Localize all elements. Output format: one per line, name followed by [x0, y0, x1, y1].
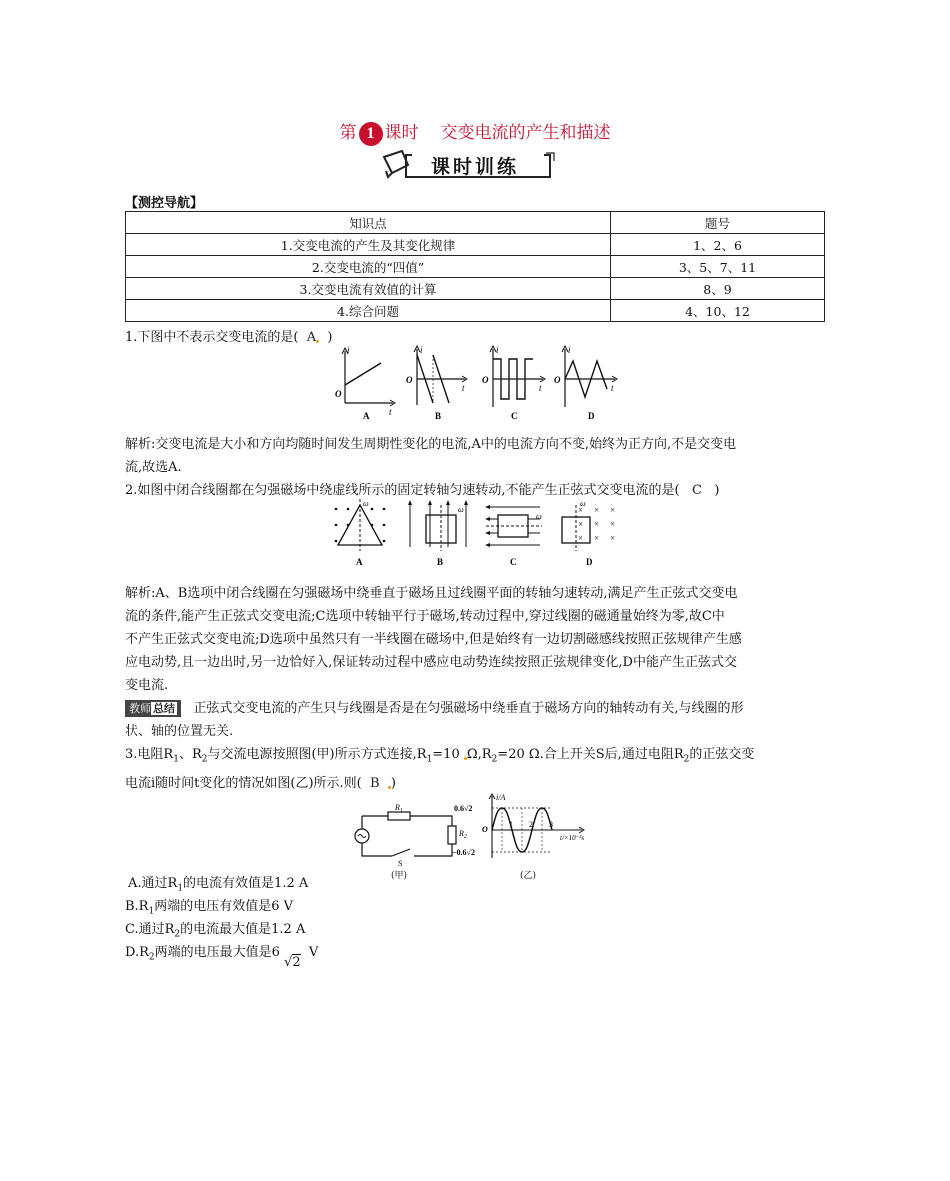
- svg-text:1: 1: [509, 820, 513, 829]
- q2-answer: C: [692, 483, 702, 498]
- table-row: [126, 234, 825, 256]
- q2-graph-b: [408, 500, 468, 567]
- svg-text:×: ×: [594, 505, 600, 515]
- svg-text:ω: ω: [536, 512, 542, 521]
- q1-graph-c: [482, 345, 545, 421]
- svg-text:ω: ω: [458, 505, 464, 514]
- svg-text:3: 3: [549, 820, 553, 829]
- q3-stem: 3.电阻$R_1$、$R_2$与交流电源按照图(甲)所示方式连接$,R_1=10$ $\Omega,R_2=20$ Ω.合上开关S后,通过电阻$R_2$的正弦交变 电流i随时间t变化的情况如图(乙)所示.则( B ): [125, 747, 755, 791]
- table-cell: 2.交变电流的“四值”: [126, 256, 611, 278]
- q2-analysis: 解析:A、B选项中闭合线圈在匀强磁场中绕垂直于磁场且过线圈平面的转轴匀速转动,满足产生正弦式交变电 流的条件,能产生正弦式交变电流;C选项中转轴平行于磁场,转动过程中,穿过线圈的磁通量始终为零,故C中 不产生正弦式交变电流;D选项中虽然只有一半线圈在磁场中,但是始终有一边切割磁感线按照正弦规律产生感 应电动势,且一边出时,另一边恰好入,保证转动过程中感应电动势连续按照正弦规律变化,D中能产生正弦式交 变电流.: [125, 586, 742, 693]
- svg-text:S: S: [398, 859, 403, 868]
- title-prefix: 第: [339, 123, 357, 142]
- banner-text: 课时训练: [431, 156, 520, 178]
- table-header-row: [126, 212, 825, 234]
- lesson-number-badge: 1: [359, 122, 383, 146]
- svg-text:O: O: [482, 825, 488, 834]
- q1-graph-d: [554, 345, 617, 421]
- svg-text:i: i: [347, 345, 350, 355]
- svg-text:×: ×: [610, 505, 616, 515]
- table-cell: 3、5、7、11: [611, 256, 825, 278]
- svg-text:B: B: [435, 411, 442, 421]
- table-row: [126, 278, 825, 300]
- table-cell: 3.交变电流有效值的计算: [126, 278, 611, 300]
- svg-text:R1: $R_1$: [395, 803, 403, 814]
- svg-text:A: A: [356, 557, 363, 567]
- svg-text:−0.6√2: −0.6√2: [452, 848, 475, 857]
- svg-text:i: i: [568, 345, 571, 355]
- q2-graph-c: [485, 505, 542, 567]
- svg-text:O: O: [406, 375, 413, 385]
- svg-text:0.6√2: 0.6√2: [454, 804, 473, 813]
- svg-text:×: ×: [594, 519, 600, 529]
- svg-text:O: O: [335, 389, 342, 399]
- q2-stem: 2.如图中闭合线圈都在匀强磁场中绕虚线所示的固定转轴匀速转动,不能产生正弦式交变电流的是( C ): [125, 483, 720, 498]
- q1-stem: 1.下图中不表示交变电流的是( A ): [125, 330, 333, 345]
- teacher-summary: 教师 总结 正弦式交变电流的产生只与线圈是否是在匀强磁场中绕垂直于磁场方向的轴转动有关,与线圈的形 状、轴的位置无关.: [125, 701, 744, 739]
- svg-text:R2: $R_2$: [459, 829, 467, 840]
- table-cell: 8、9: [611, 278, 825, 300]
- svg-text:2: 2: [529, 820, 533, 829]
- table-row: [126, 256, 825, 278]
- q3-option-b: $B.R_1$两端的电压有效值是6 V: [125, 899, 294, 917]
- jia-label: (甲): [391, 871, 408, 881]
- svg-text:t: t: [389, 407, 392, 417]
- q2-graph-a: [335, 499, 386, 567]
- table-cell: 4.综合问题: [126, 300, 611, 322]
- svg-text:×: ×: [578, 519, 584, 529]
- svg-text:×: ×: [578, 505, 584, 515]
- q1-answer: A: [306, 330, 317, 345]
- svg-text:D: D: [586, 557, 593, 567]
- svg-text:t: t: [611, 383, 614, 393]
- svg-text:B: B: [437, 557, 444, 567]
- table-cell: 4、10、12: [611, 300, 825, 322]
- table-header: 知识点: [126, 212, 611, 234]
- knowledge-table: [125, 211, 825, 322]
- svg-text:t: t: [462, 383, 465, 393]
- svg-text:ω: ω: [580, 499, 586, 508]
- svg-text:D: D: [588, 411, 595, 421]
- svg-text:×: ×: [594, 533, 600, 543]
- q1-figure: [325, 345, 625, 423]
- svg-text:t: t: [539, 383, 542, 393]
- switch-icon: [392, 849, 410, 856]
- title-name: 交变电流的产生和描述: [440, 123, 611, 142]
- yi-label: (乙): [520, 871, 537, 881]
- q3-option-c: C.通过$R_2$的电流最大值是1.2 A: [125, 922, 306, 940]
- q2-figure: [330, 497, 620, 571]
- svg-text:ω: ω: [363, 499, 369, 508]
- teacher-summary-badge: 教师 总结: [125, 700, 181, 717]
- q1-graph-a: [335, 345, 395, 421]
- svg-text:i: i: [496, 345, 499, 355]
- svg-text:A: A: [363, 411, 370, 421]
- q2-graph-d: [562, 499, 615, 567]
- svg-text:×: ×: [610, 533, 616, 543]
- table-header: 题号: [611, 212, 825, 234]
- q3-answer: B: [370, 775, 380, 791]
- table-cell: 1.交变电流的产生及其变化规律: [126, 234, 611, 256]
- pencil-icon: [384, 151, 408, 173]
- nav-label: 【测控导航】: [125, 196, 204, 211]
- lesson-title: [0, 118, 950, 146]
- svg-text:i/A: i/A: [496, 793, 506, 802]
- svg-text:i: i: [420, 345, 423, 355]
- table-row: [126, 300, 825, 322]
- q3-current-graph: [452, 792, 602, 870]
- q3-option-d: $D.R_2$两端的电压最大值是6 √2 V: [125, 945, 319, 970]
- svg-text:×: ×: [578, 533, 584, 543]
- table-cell: 1、2、6: [611, 234, 825, 256]
- svg-text:t/×10⁻²s: t/×10⁻²s: [560, 834, 585, 842]
- svg-text:C: C: [510, 557, 517, 567]
- svg-text:×: ×: [610, 519, 616, 529]
- title-suffix: 课时: [384, 123, 419, 142]
- sqrt-symbol: √2: [284, 955, 301, 970]
- svg-text:C: C: [511, 411, 518, 421]
- q1-graph-b: [406, 345, 467, 421]
- q3-option-a: A.通过$R_1$的电流有效值是1.2 A: [128, 876, 309, 894]
- q1-analysis: 解析:交变电流是大小和方向均随时间发生周期性变化的电流,A中的电流方向不变,始终为正方向,不是交变电 流,故选A.: [125, 437, 737, 475]
- svg-text:O: O: [482, 375, 489, 385]
- svg-text:O: O: [554, 375, 561, 385]
